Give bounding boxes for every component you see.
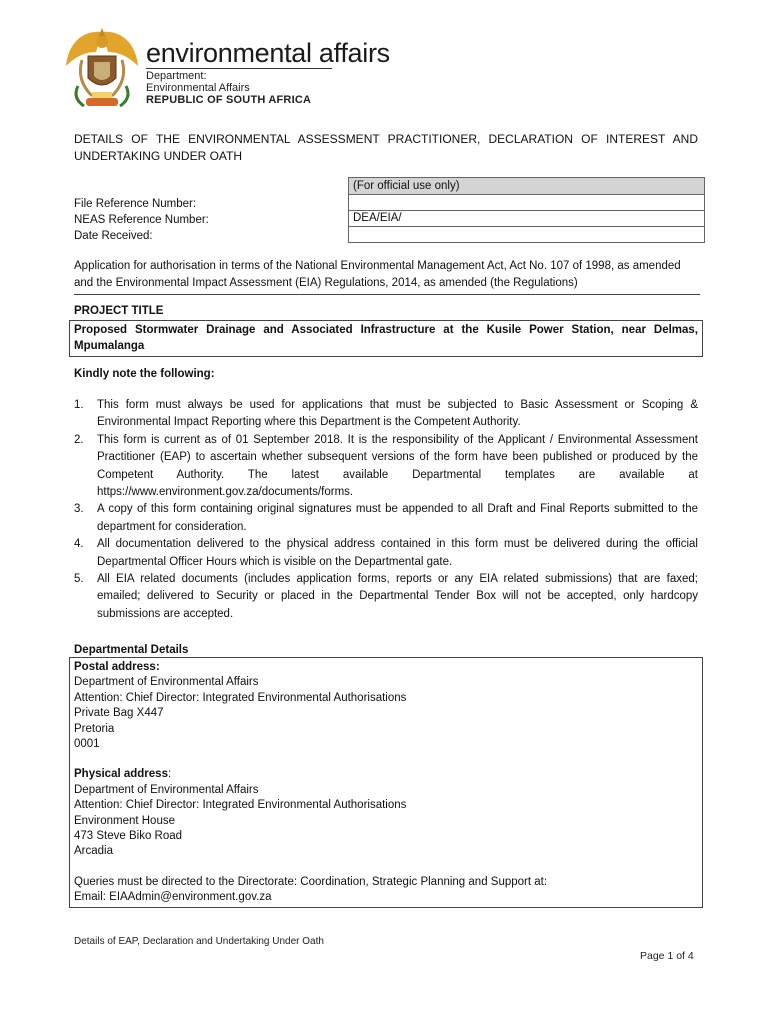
- list-item: [74, 571, 698, 623]
- list-item-text: This form must always be used for applications that must be subjected to Basic Assessment or Scoping & Environmental Impact Reporting where this Department is the Competent Authority.: [97, 399, 698, 429]
- postal-line: Pretoria: [74, 722, 115, 735]
- date-received-field[interactable]: [349, 226, 704, 242]
- queries-line: Queries must be directed to the Directorate: Coordination, Strategic Planning and Support at:: [74, 875, 548, 888]
- file-reference-field[interactable]: [349, 194, 704, 210]
- list-item-text: This form is current as of 01 September 2018. It is the responsibility of the Applicant / Environmental Assessment Practitioner (EAP) to ascertain whether subsequent versions of the form have been published or produced by the Competent Authority. The latest available Departmental templates are available at https://www.environment.gov.za/documents/forms.: [97, 433, 698, 499]
- notes-heading: Kindly note the following:: [74, 368, 215, 380]
- list-item-number: 1.: [74, 399, 84, 411]
- neas-reference-label: NEAS Reference Number:: [74, 214, 209, 226]
- list-item: [74, 536, 698, 571]
- postal-line: 0001: [74, 738, 100, 751]
- postal-line: Attention: Chief Director: Integrated Environmental Authorisations: [74, 691, 407, 704]
- postal-line: Department of Environmental Affairs: [74, 676, 259, 689]
- list-item-text: All EIA related documents (includes application forms, reports or any EIA related submissions) that are faxed; emailed; delivered to Security or placed in the Departmental Tender Box will not be accepted, only hardcopy submissions are accepted.: [97, 573, 698, 620]
- neas-reference-field[interactable]: DEA/EIA/: [349, 210, 704, 226]
- physical-line: Environment House: [74, 814, 175, 827]
- physical-address-colon: :: [167, 768, 172, 781]
- brand-country: REPUBLIC OF SOUTH AFRICA: [146, 94, 312, 106]
- postal-address-label: Postal address:: [74, 661, 160, 673]
- list-item-number: 2.: [74, 433, 84, 446]
- physical-line: Attention: Chief Director: Integrated Environmental Authorisations: [74, 799, 407, 812]
- official-use-table: [348, 177, 705, 243]
- notes-list: [74, 397, 698, 623]
- brand-department: [146, 70, 250, 94]
- page-number: Page 1 of 4: [640, 950, 694, 962]
- list-item: [74, 501, 698, 536]
- coat-of-arms-icon: [62, 26, 142, 112]
- list-item: [74, 432, 698, 502]
- list-item-text: All documentation delivered to the physical address contained in this form must be delivered during the official Departmental Officer Hours which is visible on the Departmental gate.: [97, 538, 698, 568]
- date-received-label: Date Received:: [74, 230, 153, 242]
- email-line[interactable]: Email: EIAAdmin@environment.gov.za: [74, 891, 272, 904]
- list-item-number: 5.: [74, 573, 84, 586]
- physical-line: 473 Steve Biko Road: [74, 830, 183, 843]
- brand-title: environmental affairs: [146, 38, 390, 68]
- document-heading: DETAILS OF THE ENVIRONMENTAL ASSESSMENT PRACTITIONER, DECLARATION OF INTEREST AND UNDERTAKING UNDER OATH: [74, 132, 698, 163]
- list-item-text: A copy of this form containing original signatures must be appended to all Draft and Final Reports submitted to the department for consideration.: [97, 503, 698, 533]
- brand-department-line1: Department:: [146, 70, 207, 82]
- brand-department-line2: Environmental Affairs: [146, 82, 250, 94]
- physical-line: Department of Environmental Affairs: [74, 783, 259, 796]
- reference-labels: [74, 196, 209, 244]
- file-reference-label: File Reference Number:: [74, 198, 197, 210]
- application-text: Application for authorisation in terms of the National Environmental Management Act, Act No. 107 of 1998, as amended and the Environmental Impact Assessment (EIA) Regulations, 2014, as amended (the Regulations): [74, 258, 700, 295]
- footer-document-name: Details of EAP, Declaration and Undertaking Under Oath: [74, 936, 324, 947]
- project-title-label: PROJECT TITLE: [74, 305, 164, 317]
- departmental-details-box: [69, 657, 703, 908]
- postal-line: Private Bag X447: [74, 707, 164, 720]
- list-item-number: 3.: [74, 503, 84, 516]
- physical-line: Arcadia: [74, 845, 113, 858]
- physical-address-heading: [74, 767, 698, 782]
- project-title-box: Proposed Stormwater Drainage and Associated Infrastructure at the Kusile Power Station, near Delmas, Mpumalanga: [69, 320, 703, 357]
- official-use-heading: (For official use only): [349, 178, 704, 194]
- brand-divider: [146, 68, 332, 69]
- list-item: [74, 397, 698, 432]
- departmental-details-heading: Departmental Details: [74, 644, 189, 656]
- list-item-number: 4.: [74, 538, 84, 551]
- physical-address-label: Physical address: [74, 768, 168, 781]
